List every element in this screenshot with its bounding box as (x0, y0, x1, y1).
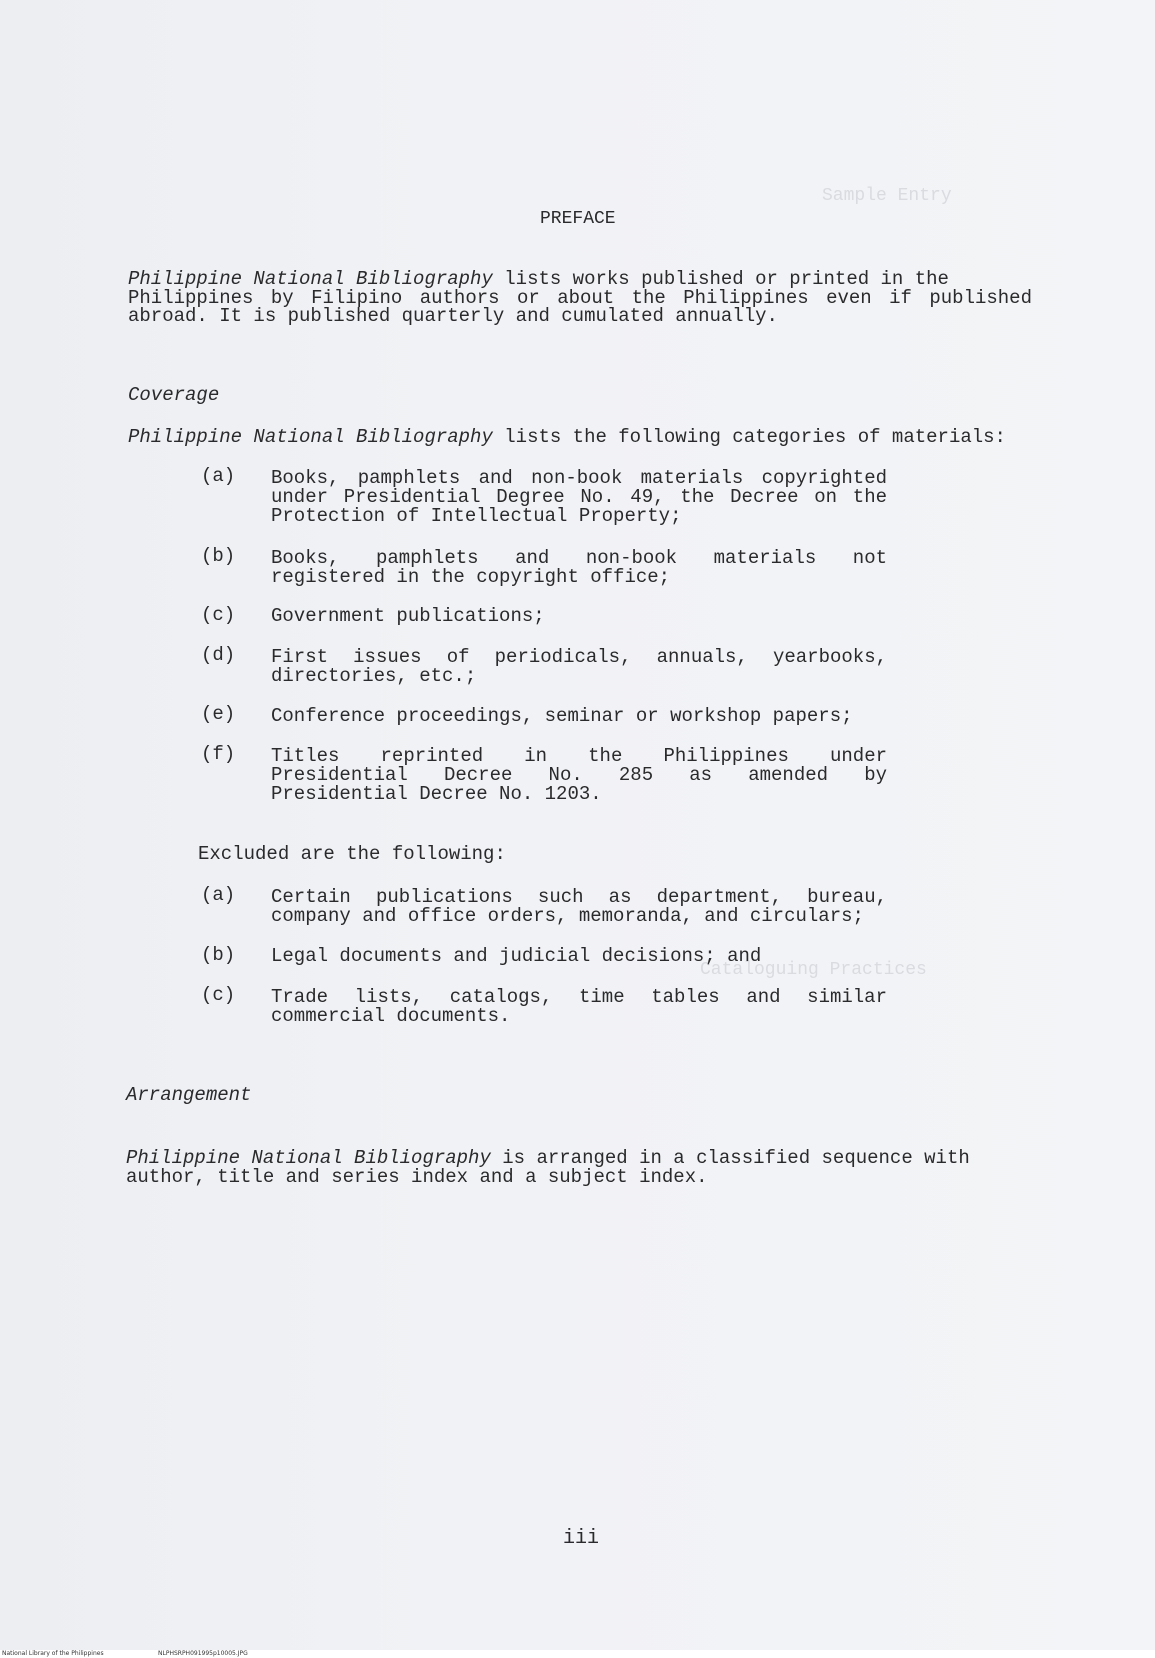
excluded-lead: Excluded are the following: (198, 843, 506, 865)
coverage-item-f-marker: (f) (201, 743, 236, 765)
coverage-item-c-line: Government publications; (271, 605, 545, 627)
show-through-text: Sample Entry (822, 186, 952, 206)
coverage-item-d-marker: (d) (201, 644, 236, 666)
publication-title: Philippine National Bibliography (126, 1147, 491, 1169)
coverage-item-b-line: Books, pamphlets and non-book materials not (271, 547, 887, 569)
coverage-item-f-line: Presidential Decree No. 1203. (271, 783, 602, 805)
coverage-item-e-marker: (e) (201, 703, 236, 725)
excluded-item-a-line: Certain publications such as department, bureau, (271, 886, 887, 908)
coverage-lead: Philippine National Bibliography lists the following categories of materials: (128, 426, 1006, 448)
coverage-item-e-line: Conference proceedings, seminar or workshop papers; (271, 705, 853, 727)
excluded-item-a-marker: (a) (201, 884, 236, 906)
coverage-item-a-line: Books, pamphlets and non-book materials copyrighted (271, 467, 887, 489)
publication-title: Philippine National Bibliography (128, 426, 493, 448)
intro-line-3: abroad. It is published quarterly and cumulated annually. (128, 305, 778, 327)
excluded-item-c-marker: (c) (201, 984, 236, 1006)
excluded-item-a-line: company and office orders, memoranda, and circulars; (271, 905, 864, 927)
coverage-item-f-line: Titles reprinted in the Philippines under (271, 745, 887, 767)
scan-footer (0, 1650, 1155, 1658)
excluded-item-c-line: Trade lists, catalogs, time tables and similar (271, 986, 887, 1008)
coverage-item-c-marker: (c) (201, 604, 236, 626)
excluded-item-c-line: commercial documents. (271, 1005, 511, 1027)
footer-filename: NLPHSRPH091995p10005.JPG (158, 1650, 248, 1657)
coverage-item-a-line: Protection of Intellectual Property; (271, 505, 682, 527)
coverage-item-b-line: registered in the copyright office; (271, 566, 671, 588)
excluded-item-b-line: Legal documents and judicial decisions; and (271, 945, 762, 967)
coverage-item-a-line: under Presidential Degree No. 49, the Decree on the (271, 486, 887, 508)
coverage-item-d-line: directories, etc.; (271, 665, 477, 687)
excluded-item-b-marker: (b) (201, 944, 236, 966)
publication-title: Philippine National Bibliography (128, 268, 493, 290)
coverage-item-d-line: First issues of periodicals, annuals, yearbooks, (271, 646, 887, 668)
coverage-heading: Coverage (128, 384, 220, 406)
coverage-item-b-marker: (b) (201, 545, 236, 567)
coverage-item-a-marker: (a) (201, 465, 236, 487)
show-through-text: Cataloguing Practices (700, 960, 927, 980)
arrangement-line-1: Philippine National Bibliography is arranged in a classified sequence with (126, 1147, 970, 1169)
footer-library: National Library of the Philippines (2, 1650, 104, 1657)
arrangement-heading: Arrangement (126, 1084, 252, 1106)
coverage-item-f-line: Presidential Decree No. 285 as amended by (271, 764, 887, 786)
intro-line-1: Philippine National Bibliography lists works published or printed in the (128, 268, 949, 290)
page-title: PREFACE (540, 209, 616, 229)
intro-line-2: Philippines by Filipino authors or about the Philippines even if published (128, 287, 1032, 309)
page-number: iii (563, 1527, 600, 1550)
arrangement-line-2: author, title and series index and a subject index. (126, 1166, 708, 1188)
